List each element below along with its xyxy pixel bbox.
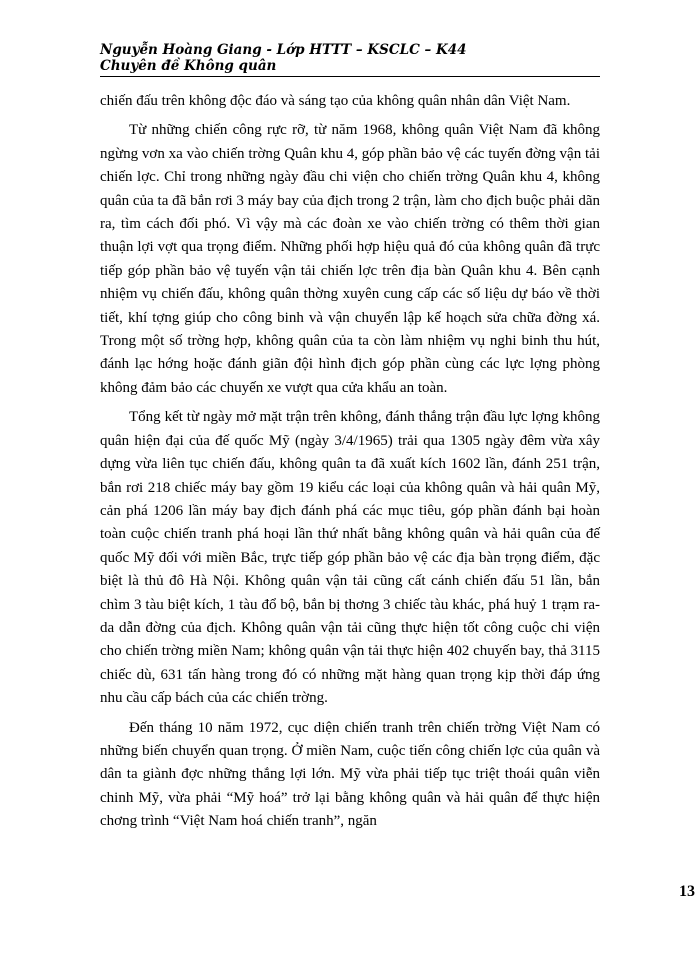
paragraph-continued: chiến đấu trên không độc đáo và sáng tạo của không quân nhân dân Việt Nam. (100, 93, 571, 109)
page-number: 13 (679, 883, 695, 900)
header-divider (100, 76, 600, 77)
paragraph: Từ những chiến công rực rỡ, từ năm 1968, không quân Việt Nam đã không ngừng vơn xa vào chiến trờng Quân khu 4, góp phần bảo vệ các tuyến đờng vận tải chiến lợc. Chỉ trong những ngày đầu chi viện cho chiến trờng Quân khu 4, không quân của ta đã bắn rơi 3 máy bay của địch trong 2 trận, làm cho địch buộc phải dãn ra, tìm cách đối phó. Vì vậy mà các đoàn xe vào chiến trờng có thêm thời gian thuận lợi vợt qua trọng điểm. Những phối hợp hiệu quả đó của không quân đã trực tiếp góp phần bảo vệ tuyến vận tải chiến lợc trên địa bàn Quân khu 4. Bên cạnh nhiệm vụ chiến đấu, không quân thờng xuyên cung cấp các số liệu dự báo về thời tiết, khí tợng giúp cho công binh và vận chuyển lập kế hoạch sửa chữa đờng xá. Trong một số trờng hợp, không quân của ta còn làm nhiệm vụ nghi binh thu hút, đánh lạc hớng hoặc đánh giãn đội hình địch góp phần cùng các lực lợng phòng không đảm bảo các chuyến xe vượt qua cửa khẩu an toàn. (100, 122, 600, 396)
paragraph: Tổng kết từ ngày mở mặt trận trên không, đánh thắng trận đầu lực lợng không quân hiện đại của đế quốc Mỹ (ngày 3/4/1965) trải qua 1305 ngày đêm vừa xây dựng vừa liên tục chiến đấu, không quân ta đã xuất kích 1602 lần, đánh 251 trận, bắn rơi 218 chiếc máy bay gồm 19 kiểu các loại của không quân và hải quân Mỹ, cản phá 1206 lần máy bay địch đánh phá các mục tiêu, góp phần đánh bại hoàn toàn cuộc chiến tranh phá hoại lần thứ nhất bằng không quân và hải quân của đế quốc Mỹ đối với miền Bắc, trực tiếp góp phần bảo vệ các địa bàn trọng điểm, đặc biệt là thủ đô Hà Nội. Không quân vận tải cũng cất cánh chiến đấu 51 lần, bắn chìm 3 tàu biệt kích, 1 tàu đổ bộ, bắn bị thơng 3 chiếc tàu khác, phá huỷ 1 trạm ra-da dẫn đờng của địch. Không quân vận tải cũng thực hiện tốt công cuộc chi viện cho chiến trờng miền Nam; không quân vận tải thực hiện 402 chuyến bay, thả 3115 chiếc dù, 631 tấn hàng trong đó có những mặt hàng quan trọng kịp thời đáp ứng nhu cầu cấp bách của các chiến trờng. (100, 409, 600, 707)
body-text (100, 90, 600, 840)
paragraph: Đến tháng 10 năm 1972, cục diện chiến tranh trên chiến trờng Việt Nam có những biến chuyển quan trọng. Ở miền Nam, cuộc tiến công chiến lợc của quân và dân ta giành đợc những thắng lợi lớn. Mỹ vừa phải tiếp tục triệt thoái quân viễn chinh Mỹ, vừa phải “Mỹ hoá” trở lại bằng không quân và hải quân để thực hiện chơng trình “Việt Nam hoá chiến tranh”, ngăn (100, 719, 600, 830)
header-author-line: Nguyễn Hoàng Giang - Lớp HTTT – KSCLC – K44 (100, 42, 467, 58)
header-topic-line: Chuyên đề Không quân (100, 58, 277, 74)
running-header (100, 42, 590, 74)
